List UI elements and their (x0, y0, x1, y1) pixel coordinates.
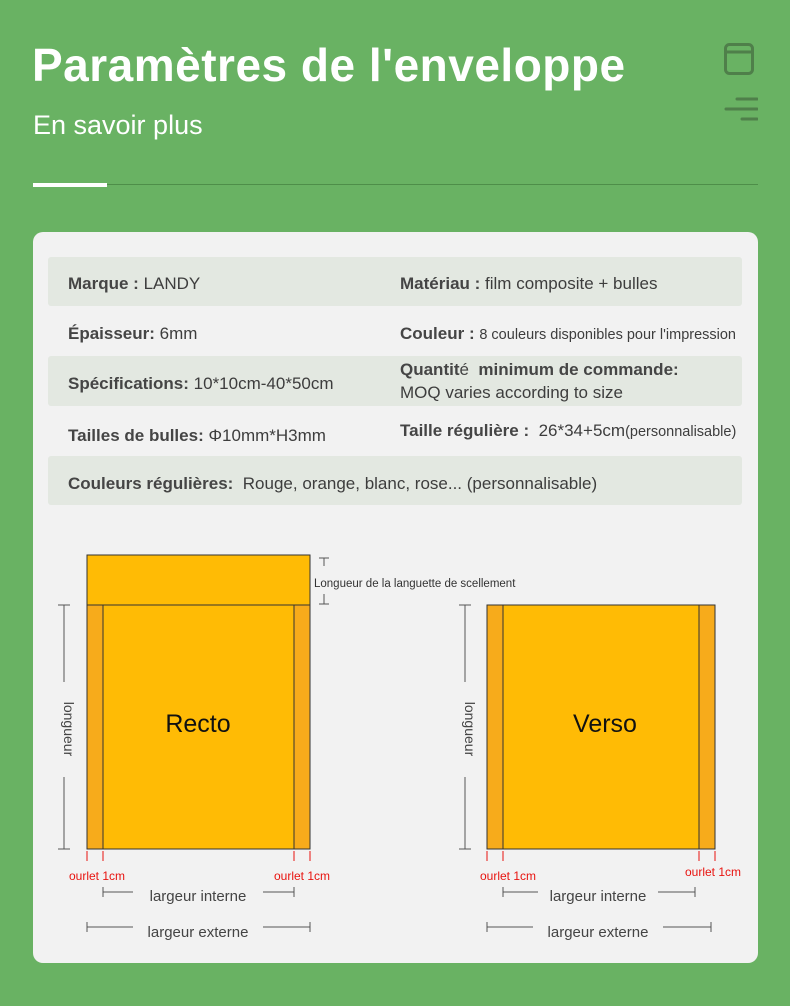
menu-icon[interactable] (724, 96, 758, 124)
brand-value: LANDY (143, 274, 201, 293)
front-length-label: longueur (61, 701, 77, 757)
flap-length-label: Longueur de la languette de scellement (314, 578, 516, 590)
front-outer-width-label: largeur externe (147, 924, 249, 941)
color-value: 8 couleurs disponibles pour l'impression (479, 327, 736, 343)
header-divider (33, 184, 758, 185)
back-hem-left (487, 605, 503, 849)
moq-label: Quantité minimum de commande: (400, 360, 679, 379)
moq-value: MOQ varies according to size (400, 383, 623, 402)
material-label: Matériau : (400, 274, 481, 293)
learn-more-link[interactable]: En savoir plus (33, 110, 203, 140)
bubble-size-value: Φ10mm*H3mm (208, 426, 326, 445)
spec-value: 10*10cm-40*50cm (193, 374, 334, 393)
front-hem-right (294, 605, 310, 849)
thickness-label: Épaisseur: (68, 324, 155, 343)
back-hem-right (699, 605, 715, 849)
front-hem-left (87, 605, 103, 849)
back-hem-left-label: ourlet 1cm (479, 869, 537, 883)
header-divider-accent (33, 183, 107, 187)
back-label: Verso (573, 710, 637, 738)
envelope-diagram (33, 232, 758, 963)
back-length-label: longueur (462, 701, 478, 757)
front-hem-right-label: ourlet 1cm (273, 869, 331, 883)
spec-card (33, 232, 758, 963)
spec-label: Spécifications: (68, 374, 189, 393)
regular-size-note: (personnalisable) (625, 424, 737, 440)
back-inner-width-label: largeur interne (549, 888, 647, 905)
regular-size-label: Taille régulière : (400, 421, 530, 440)
front-hem-left-label: ourlet 1cm (68, 869, 126, 883)
regular-size-value: 26*34+5cm (538, 421, 626, 440)
thickness-value: 6mm (159, 324, 198, 343)
regular-colors-value: Rouge, orange, blanc, rose... (personnalisable) (242, 474, 598, 493)
color-label: Couleur : (400, 324, 475, 343)
bubble-size-label: Tailles de bulles: (68, 426, 204, 445)
front-flap (87, 555, 310, 605)
brand-label: Marque : (68, 274, 139, 293)
envelope-icon[interactable] (724, 43, 754, 75)
front-label: Recto (165, 710, 231, 738)
regular-colors-label: Couleurs régulières: (68, 474, 234, 493)
back-outer-width-label: largeur externe (547, 924, 649, 941)
page-title: Paramètres de l'enveloppe (32, 39, 626, 91)
back-hem-right-label: ourlet 1cm (684, 865, 742, 879)
front-inner-width-label: largeur interne (149, 888, 247, 905)
material-value: film composite + bulles (485, 274, 658, 293)
